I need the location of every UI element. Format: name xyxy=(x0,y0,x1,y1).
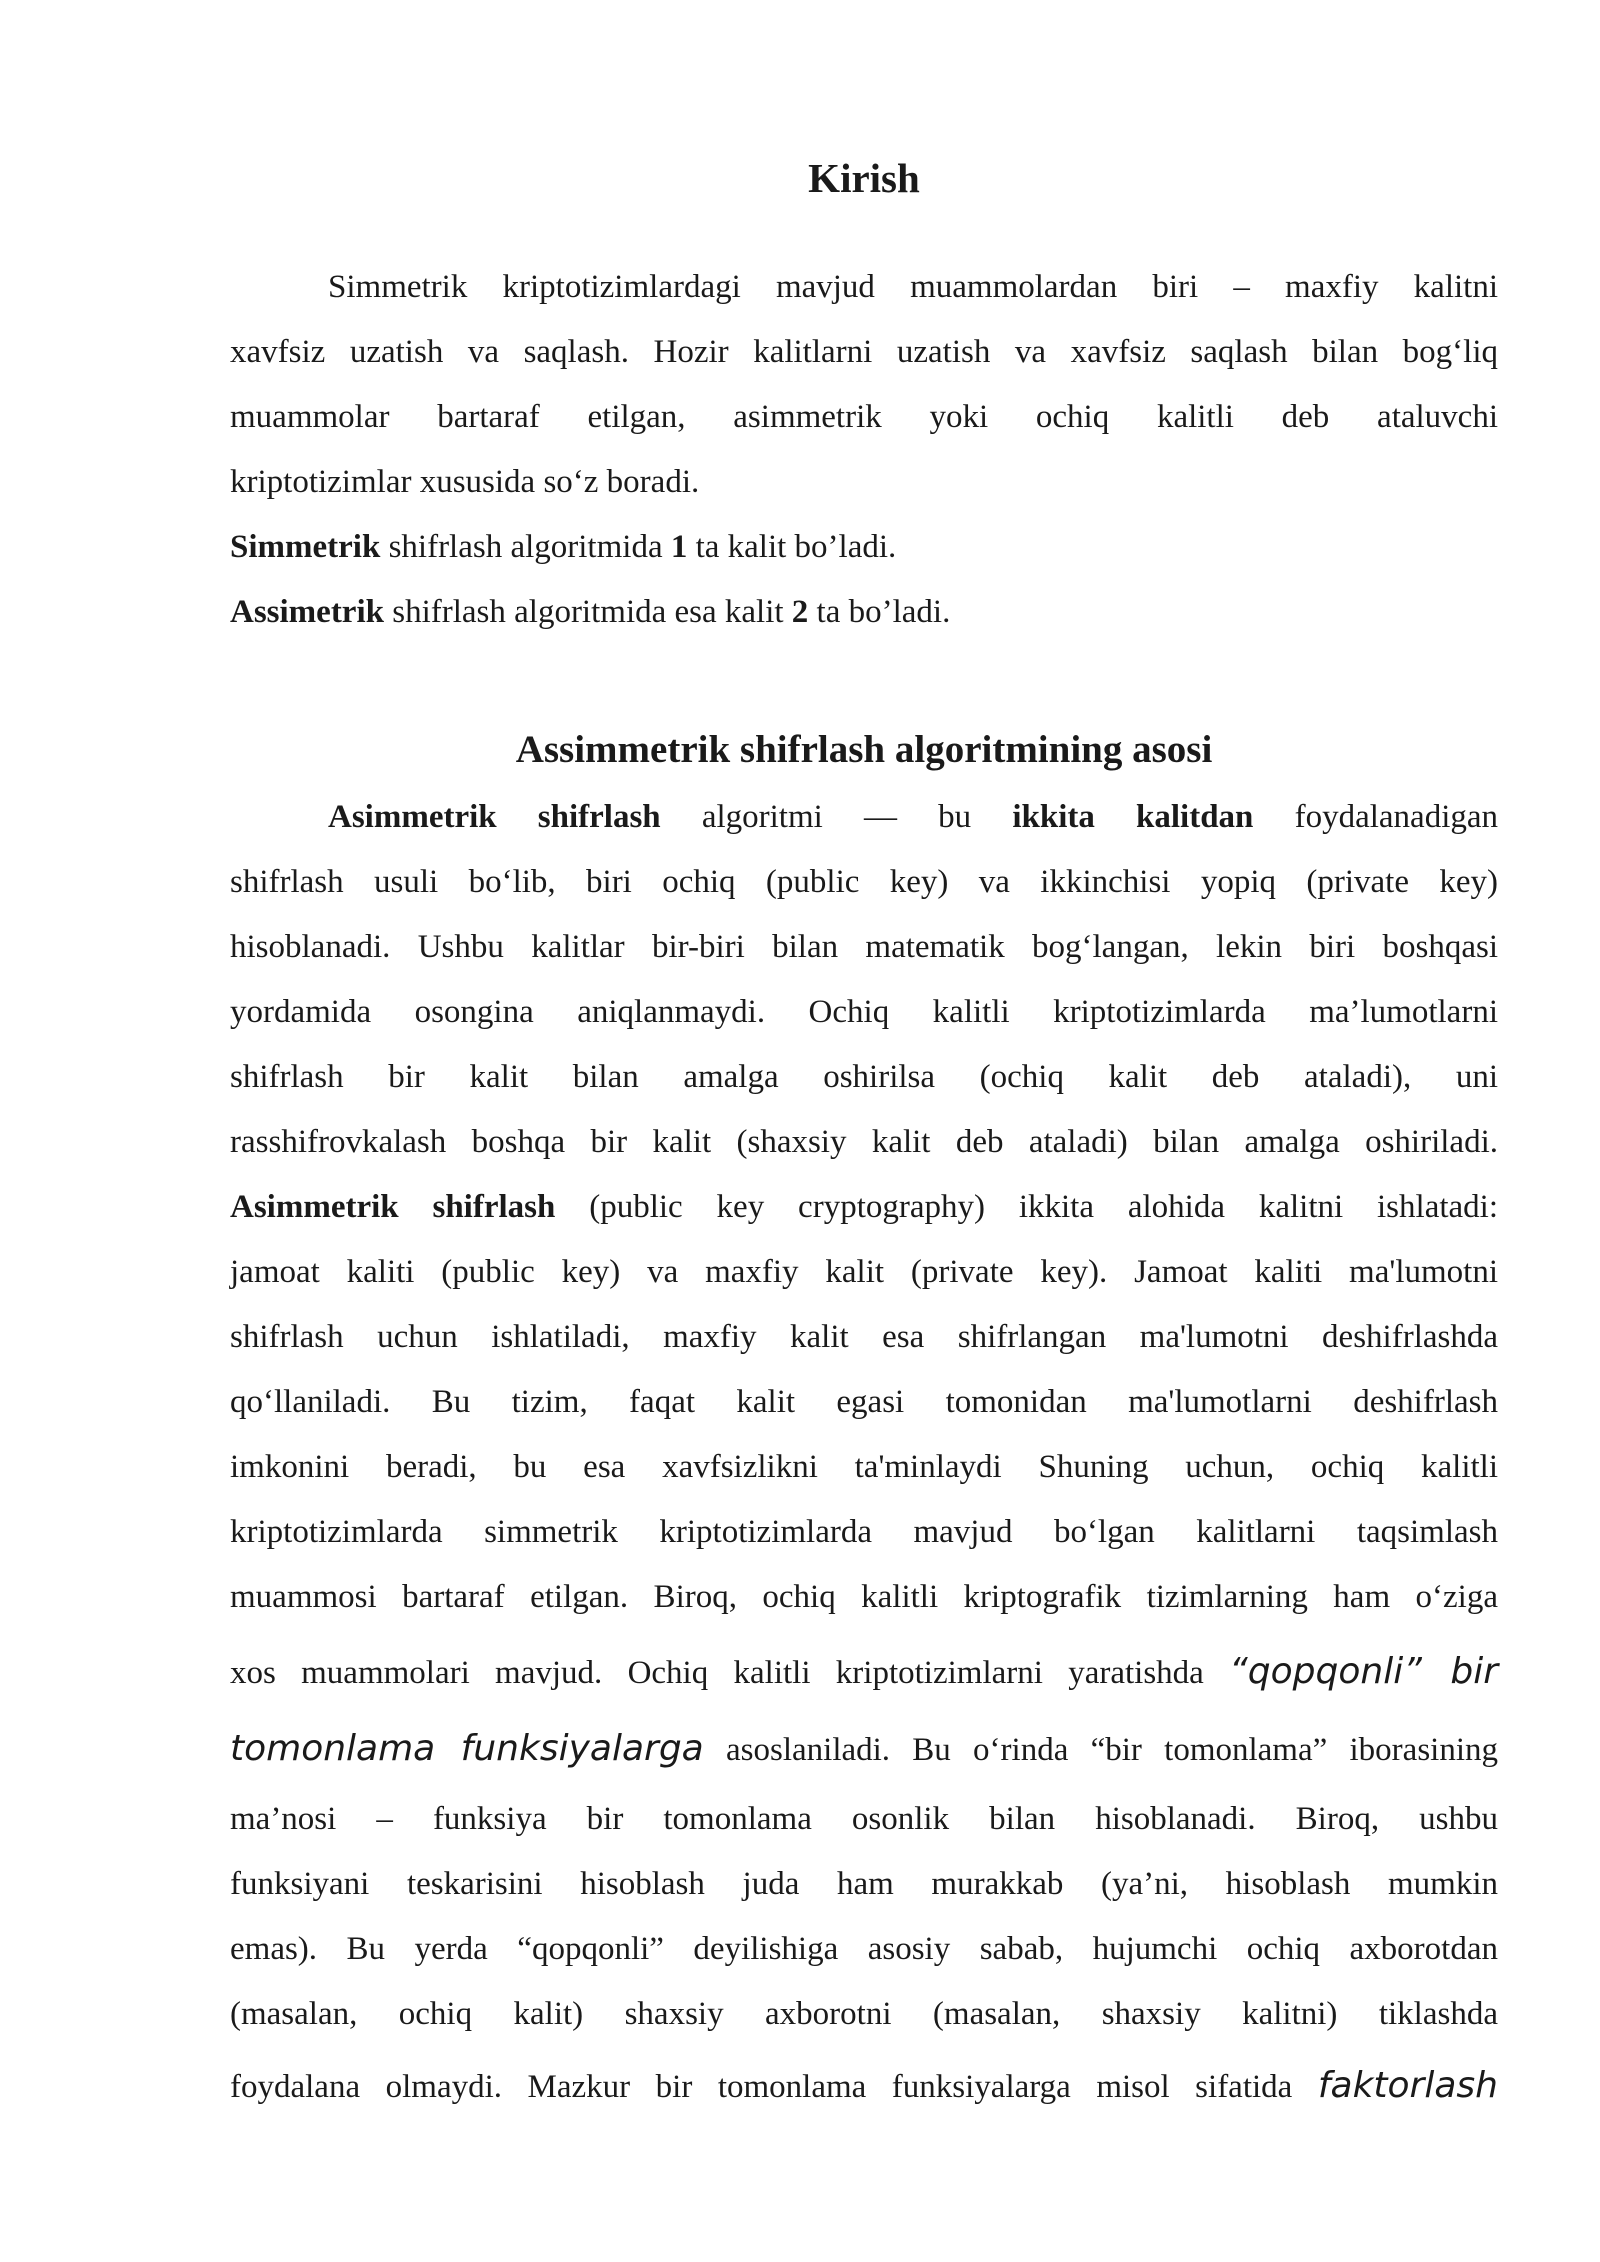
intro-line-4: kriptotizimlar xususida so‘z boradi. xyxy=(230,464,700,500)
body-line-17: funksiyani teskarisini hisoblash juda ham murakkab (ya’ni, hisoblash mumkin xyxy=(230,1866,1498,1902)
body-line-20: foydalana olmaydi. Mazkur bir tomonlama funksiyalarga misol sifatida faktorlash xyxy=(230,2065,1498,2106)
heading-assimmetrik: Assimmetrik shifrlash algoritmining asosi xyxy=(515,728,1213,771)
intro-line-3: muammolar bartaraf etilgan, asimmetrik yoki ochiq kalitli deb ataluvchi xyxy=(230,399,1498,435)
heading-kirish: Kirish xyxy=(808,155,920,201)
body-line-13: muammosi bartaraf etilgan. Biroq, ochiq kalitli kriptografik tizimlarning ham o‘ziga xyxy=(230,1579,1498,1615)
body-line-7: Asimmetrik shifrlash (public key cryptography) ikkita alohida kalitni ishlatadi: xyxy=(230,1189,1498,1225)
intro-line-1: Simmetrik kriptotizimlardagi mavjud muammolardan biri – maxfiy kalitni xyxy=(328,269,1498,305)
italic-word-faktorlash: faktorlash xyxy=(1317,2065,1498,2106)
italic-phrase-funksiyalarga: tomonlama funksiyalarga xyxy=(230,1728,704,1769)
body-line-11: imkonini beradi, bu esa xavfsizlikni ta'minlaydi Shuning uchun, ochiq kalitli xyxy=(230,1449,1498,1485)
italic-phrase-qopqonli: “qopqonli” bir xyxy=(1229,1651,1498,1692)
body-line-12: kriptotizimlarda simmetrik kriptotizimlarda mavjud bo‘lgan kalitlarni taqsimlash xyxy=(230,1514,1498,1550)
intro-line-2: xavfsiz uzatish va saqlash. Hozir kalitlarni uzatish va xavfsiz saqlash bilan bog‘liq xyxy=(230,334,1498,370)
body-line-2: shifrlash usuli bo‘lib, biri ochiq (public key) va ikkinchisi yopiq (private key) xyxy=(230,864,1498,900)
body-line-9: shifrlash uchun ishlatiladi, maxfiy kalit esa shifrlangan ma'lumotni deshifrlashda xyxy=(230,1319,1498,1355)
intro-line-5: Simmetrik shifrlash algoritmida 1 ta kalit bo’ladi. xyxy=(230,529,897,565)
body-line-10: qo‘llaniladi. Bu tizim, faqat kalit egasi tomonidan ma'lumotlarni deshifrlash xyxy=(230,1384,1498,1420)
body-line-8: jamoat kaliti (public key) va maxfiy kalit (private key). Jamoat kaliti ma'lumotni xyxy=(230,1254,1498,1290)
body-line-18: emas). Bu yerda “qopqonli” deyilishiga asosiy sabab, hujumchi ochiq axborotdan xyxy=(230,1931,1498,1967)
assimetrik-bold: Assimetrik xyxy=(230,594,384,630)
body-line-1: Asimmetrik shifrlash algoritmi — bu ikkita kalitdan foydalanadigan xyxy=(328,799,1499,835)
body-line-4: yordamida osongina aniqlanmaydi. Ochiq kalitli kriptotizimlarda ma’lumotlarni xyxy=(230,994,1498,1030)
key-count-1: 1 xyxy=(670,529,688,565)
body-line-15: tomonlama funksiyalarga asoslaniladi. Bu o‘rinda “bir tomonlama” iborasining xyxy=(230,1728,1498,1769)
body-line-6: rasshifrovkalash boshqa bir kalit (shaxsiy kalit deb ataladi) bilan amalga oshiriladi. xyxy=(230,1124,1498,1160)
body-line-16: ma’nosi – funksiya bir tomonlama osonlik bilan hisoblanadi. Biroq, ushbu xyxy=(230,1801,1498,1837)
body-line-5: shifrlash bir kalit bilan amalga oshirilsa (ochiq kalit deb ataladi), uni xyxy=(230,1059,1498,1095)
body-line-3: hisoblanadi. Ushbu kalitlar bir-biri bilan matematik bog‘langan, lekin biri boshqasi xyxy=(230,929,1498,965)
body-line-14: xos muammolari mavjud. Ochiq kalitli kriptotizimlarni yaratishda “qopqonli” bir xyxy=(230,1651,1498,1692)
key-count-2: 2 xyxy=(791,594,809,630)
body-line-19: (masalan, ochiq kalit) shaxsiy axborotni (masalan, shaxsiy kalitni) tiklashda xyxy=(230,1996,1498,2032)
simmetrik-bold: Simmetrik xyxy=(230,529,381,565)
intro-line-6: Assimetrik shifrlash algoritmida esa kalit 2 ta bo’ladi. xyxy=(230,594,951,630)
